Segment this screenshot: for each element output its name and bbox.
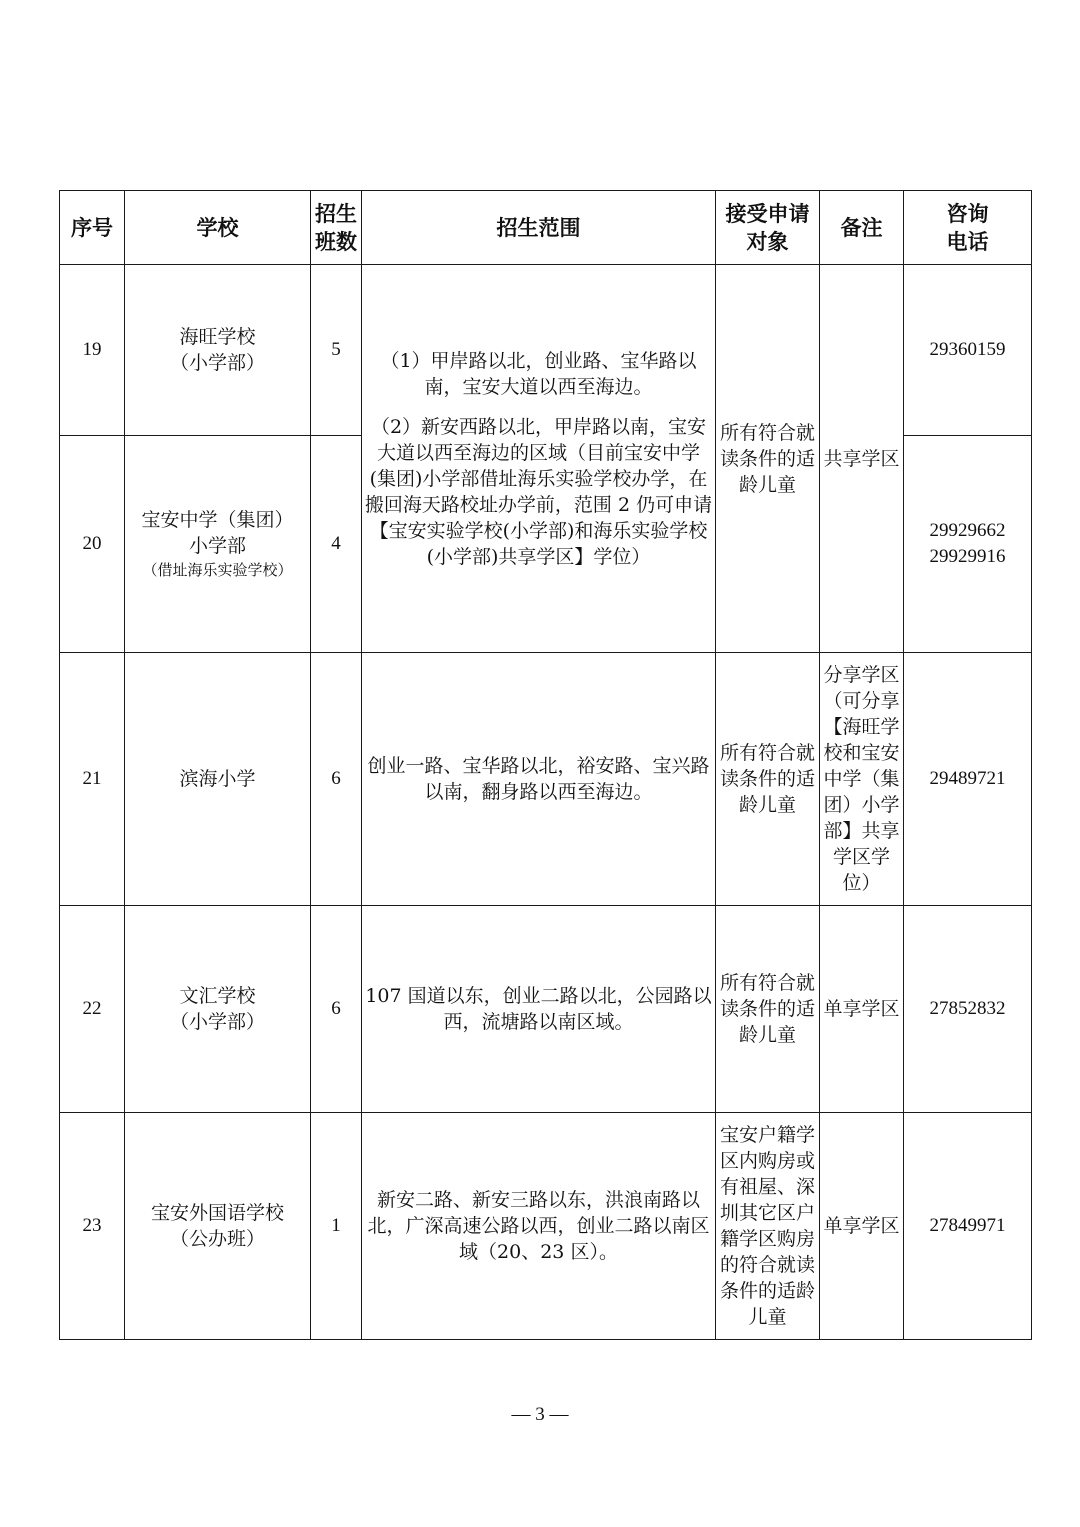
phone-line-2: 29929916	[929, 546, 1006, 567]
table-row	[60, 653, 1032, 906]
school-sub: （小学部）	[169, 352, 265, 374]
scope-cell	[362, 653, 716, 906]
table-header-row	[60, 191, 1032, 265]
row-index: 19	[60, 265, 125, 436]
school-name: 宝安中学（集团）	[141, 509, 294, 531]
page-number: — 3 —	[511, 1404, 569, 1425]
header-target	[716, 191, 820, 265]
target-cell: 宝安户籍学区内购房或有祖屋、深圳其它区户籍学区购房的符合就读条件的适龄儿童	[716, 1113, 820, 1340]
school-cell	[125, 653, 311, 906]
school-sub: （小学部）	[169, 1011, 265, 1033]
header-index: 序号	[60, 191, 125, 265]
note-cell: 单享学区	[820, 1113, 904, 1340]
header-target-line2: 对象	[746, 228, 789, 254]
scope-cell	[362, 906, 716, 1113]
header-classes	[311, 191, 362, 265]
enrollment-table	[59, 190, 1032, 1340]
header-note: 备注	[820, 191, 904, 265]
header-target-line1: 接受申请	[725, 200, 810, 226]
phone-cell: 27849971	[904, 1113, 1032, 1340]
phone-cell: 29360159	[904, 265, 1032, 436]
scope-cell	[362, 1113, 716, 1340]
row-index: 21	[60, 653, 125, 906]
scope-item-1: （1）甲岸路以北，创业路、宝华路以南，宝安大道以西至海边。	[380, 349, 697, 398]
table-row	[60, 265, 1032, 436]
header-classes-line1: 招生	[315, 200, 357, 226]
classes-cell: 6	[311, 906, 362, 1113]
school-name: 宝安外国语学校	[150, 1202, 284, 1224]
school-name: 滨海小学	[179, 768, 256, 790]
classes-cell: 6	[311, 653, 362, 906]
row-index: 23	[60, 1113, 125, 1340]
phone-cell: 27852832	[904, 906, 1032, 1113]
header-phone-line2: 电话	[946, 228, 989, 254]
table-row	[60, 906, 1032, 1113]
scope-item-2: （2）新安西路以北，甲岸路以南，宝安大道以西至海边的区域（目前宝安中学(集团)小学部借址海乐实验学校办学，在搬回海天路校址办学前，范围 2 仍可申请【宝安实验学校(小学部)和海乐实验学校(小学部)共享学区】学位）	[364, 415, 713, 568]
shared-note-cell: 共享学区	[820, 265, 904, 653]
header-scope: 招生范围	[362, 191, 716, 265]
classes-cell: 1	[311, 1113, 362, 1340]
school-cell	[125, 436, 311, 653]
row-index: 20	[60, 436, 125, 653]
school-note: （借址海乐实验学校）	[142, 561, 293, 579]
scope-text: 新安二路、新安三路以东，洪浪南路以北，广深高速公路以西，创业二路以南区域（20、23 区）。	[367, 1189, 710, 1263]
row-index: 22	[60, 906, 125, 1113]
phone-cell: 29489721	[904, 653, 1032, 906]
phone-line-1: 29929662	[929, 520, 1006, 541]
header-classes-line2: 班数	[315, 228, 357, 254]
note-cell: 单享学区	[820, 906, 904, 1113]
school-name: 文汇学校	[179, 985, 256, 1007]
header-phone	[904, 191, 1032, 265]
scope-text: 107 国道以东，创业二路以北，公园路以西，流塘路以南区域。	[365, 985, 712, 1033]
shared-scope-cell	[362, 265, 716, 653]
header-school: 学校	[125, 191, 311, 265]
note-cell: 分享学区（可分享【海旺学校和宝安中学（集团）小学部】共享学区学位）	[820, 653, 904, 906]
header-phone-line1: 咨询	[946, 200, 989, 226]
classes-cell: 5	[311, 265, 362, 436]
school-cell	[125, 265, 311, 436]
school-cell	[125, 906, 311, 1113]
scope-text: 创业一路、宝华路以北，裕安路、宝兴路以南，翻身路以西至海边。	[367, 755, 710, 803]
school-name: 海旺学校	[179, 326, 256, 348]
shared-target-cell: 所有符合就读条件的适龄儿童	[716, 265, 820, 653]
school-sub: 小学部	[188, 535, 246, 557]
classes-cell: 4	[311, 436, 362, 653]
phone-cell	[904, 436, 1032, 653]
target-cell: 所有符合就读条件的适龄儿童	[716, 653, 820, 906]
table-row	[60, 1113, 1032, 1340]
school-sub: （公办班）	[169, 1228, 265, 1250]
target-cell: 所有符合就读条件的适龄儿童	[716, 906, 820, 1113]
school-cell	[125, 1113, 311, 1340]
